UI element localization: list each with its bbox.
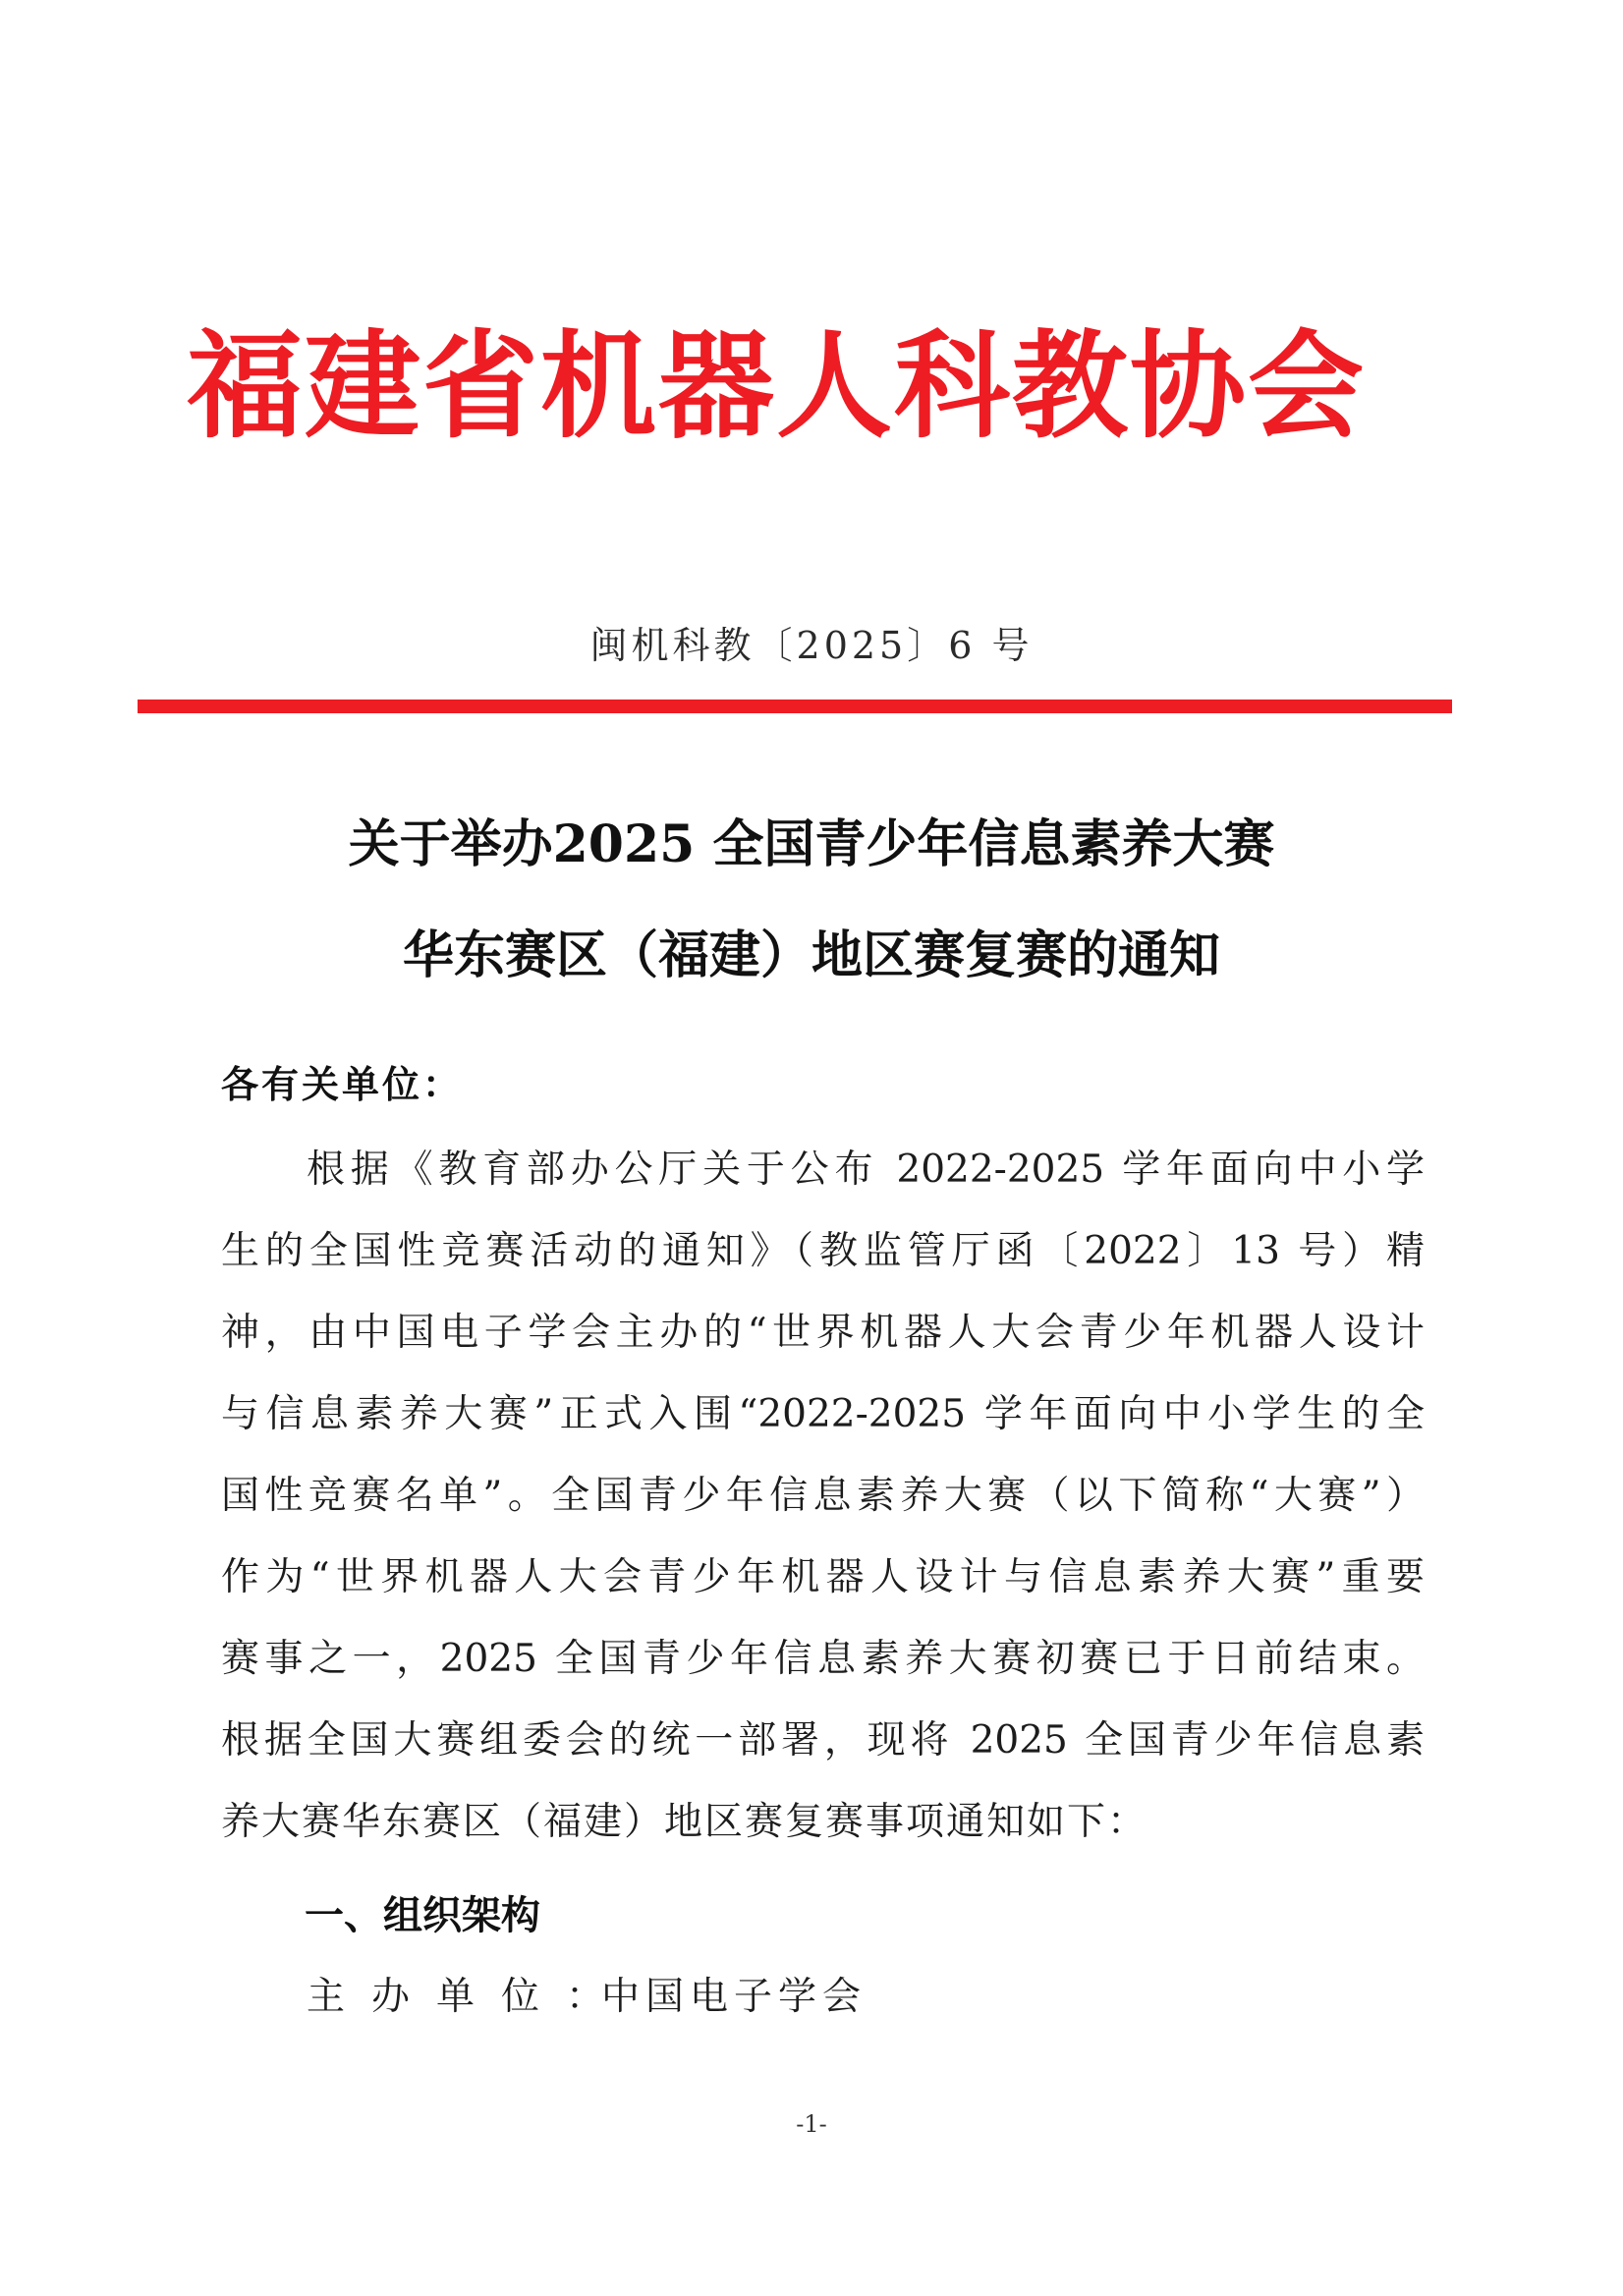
organizer-value: 中国电子学会 (601, 1975, 867, 2019)
document-title-line-2: 华东赛区（福建）地区赛复赛的通知 (402, 925, 1220, 985)
body-line-2: 生的全国性竞赛活动的通知》（教监管厅函〔2022〕13 号）精 (221, 1229, 1425, 1273)
body-line-3: 神，由中国电子学会主办的“世界机器人大会青少年机器人设计 (221, 1311, 1425, 1355)
organizer-row (307, 1970, 867, 2025)
document-number: 闽机科教〔2025〕6 号 (589, 624, 1034, 667)
body-line-1: 根据《教育部办公厅关于公布 2022-2025 学年面向中小学 (307, 1148, 1425, 1192)
organizer-label: 主办单位： (307, 1975, 632, 2019)
body-line-7: 赛事之一，2025 全国青少年信息素养大赛初赛已于日前结束。 (221, 1637, 1425, 1681)
document-title-line-1: 关于举办2025 全国青少年信息素养大赛 (348, 814, 1275, 874)
body-line-6: 作为“世界机器人大会青少年机器人设计与信息素养大赛”重要 (221, 1555, 1425, 1599)
red-divider-line (138, 700, 1452, 713)
body-line-8: 根据全国大赛组委会的统一部署，现将 2025 全国青少年信息素 (221, 1718, 1425, 1763)
section-heading-organization: 一、组织架构 (305, 1893, 540, 1938)
body-line-5: 国性竞赛名单”。全国青少年信息素养大赛（以下简称“大赛”） (221, 1474, 1425, 1518)
page-number: -1- (796, 2110, 827, 2138)
body-line-9: 养大赛华东赛区（福建）地区赛复赛事项通知如下： (221, 1800, 1148, 1844)
salutation: 各有关单位： (221, 1063, 464, 1106)
body-line-4: 与信息素养大赛”正式入围“2022-2025 学年面向中小学生的全 (221, 1392, 1425, 1436)
organization-header: 福建省机器人科教协会 (187, 318, 1367, 454)
